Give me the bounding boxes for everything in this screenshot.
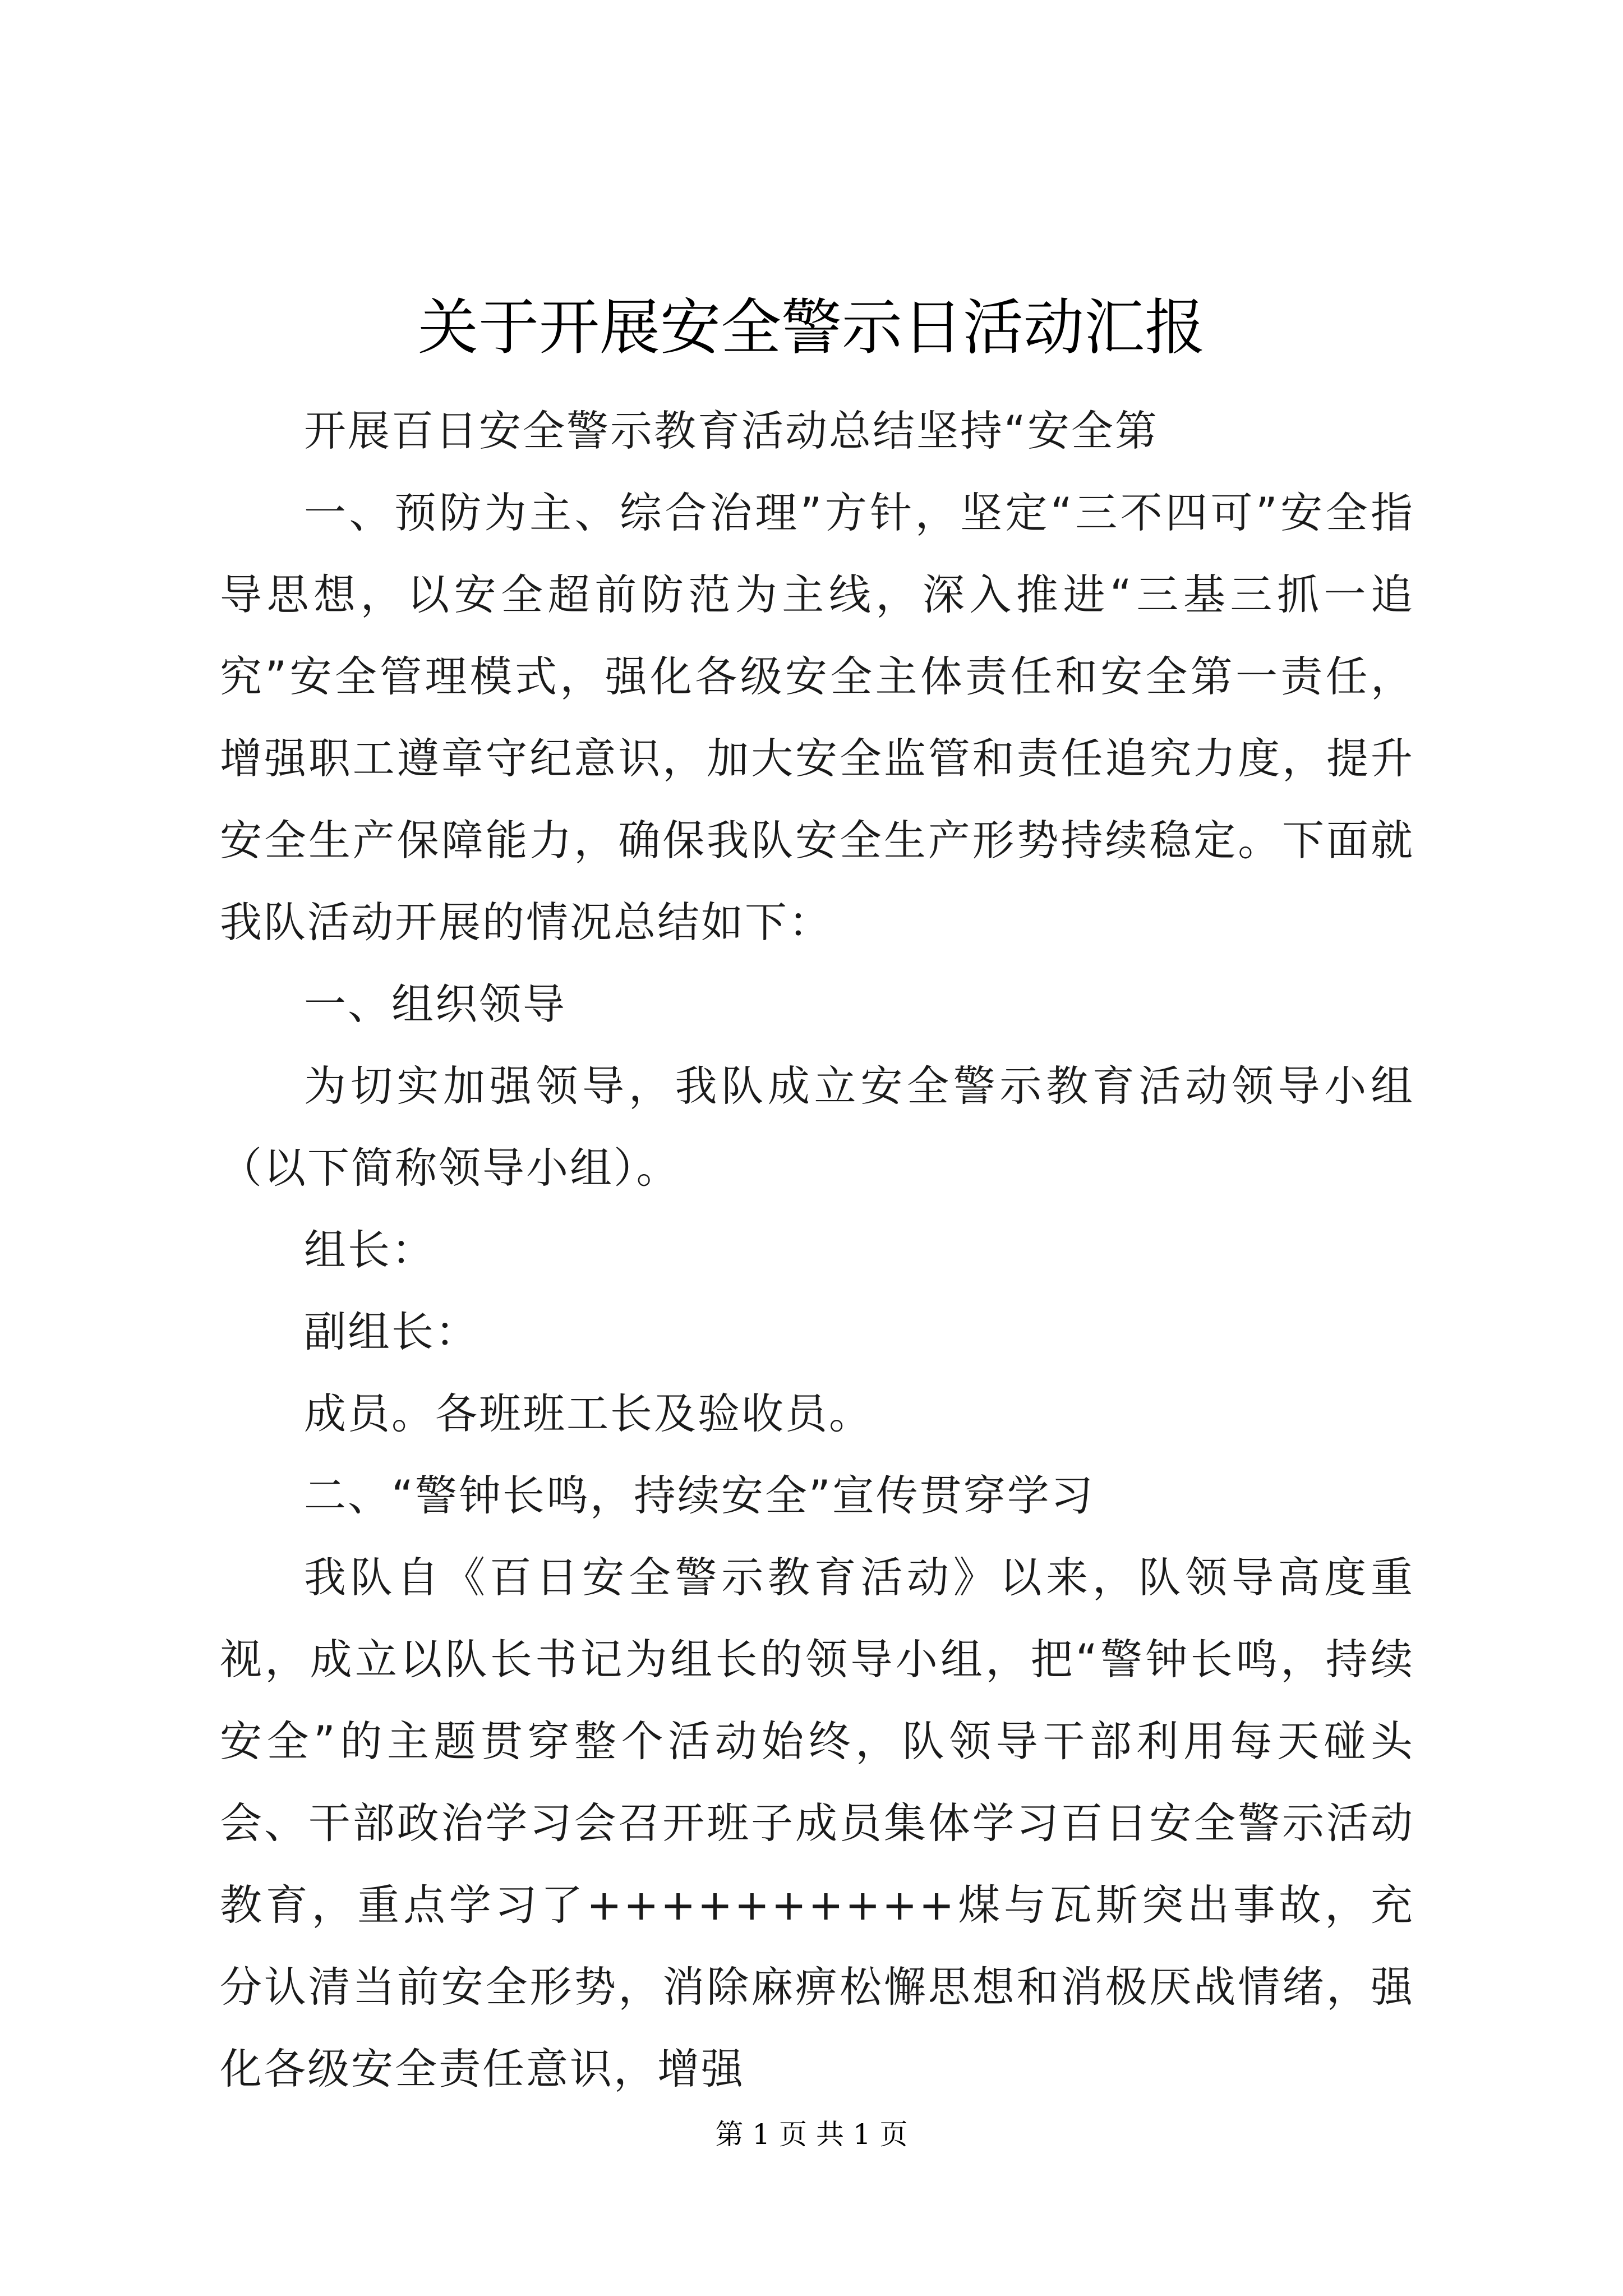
section-heading: 一、组织领导 [304,979,567,1029]
page-number: 第 1 页 共 1 页 [715,2118,908,2151]
paragraph: 我队自《百日安全警示教育活动》以来，队领导高度重视，成立以队长书记为组长的领导小组，把“警钟长鸣，持续安全”的主题贯穿整个活动始终，队领导干部利用每天碰头会、干部政治学习会召开班子成员集体学习百日安全警示活动教育，重点学习了++++++++++煤与瓦斯突出事故，充分认清当前安全形势，消除麻痹松懈思想和消极厌战情绪，强化各级安全责任意识，增强 [220,1553,1414,2093]
paragraph: 为切实加强领导，我队成立安全警示教育活动领导小组（以下简称领导小组）。 [220,1061,1414,1193]
paragraph: 副组长： [304,1307,479,1356]
paragraph: 成员。各班班工长及验收员。 [304,1389,873,1438]
paragraph: 开展百日安全警示教育活动总结坚持“安全第 [304,406,1159,455]
document-body [220,390,1414,2110]
page-footer [0,2112,1623,2157]
document-title: 关于开展安全警示日活动汇报 [417,293,1205,363]
paragraph: 组长： [304,1225,436,1274]
section-heading: 二、“警钟长鸣，持续安全”宣传贯穿学习 [304,1471,1095,1520]
paragraph: 一、预防为主、综合治理”方针，坚定“三不四可”安全指导思想，以安全超前防范为主线，深入推进“三基三抓一追究”安全管理模式，强化各级安全主体责任和安全第一责任，增强职工遵章守纪意识，加大安全监管和责任追究力度，提升安全生产保障能力，确保我队安全生产形势持续稳定。下面就我队活动开展的情况总结如下： [220,488,1414,947]
